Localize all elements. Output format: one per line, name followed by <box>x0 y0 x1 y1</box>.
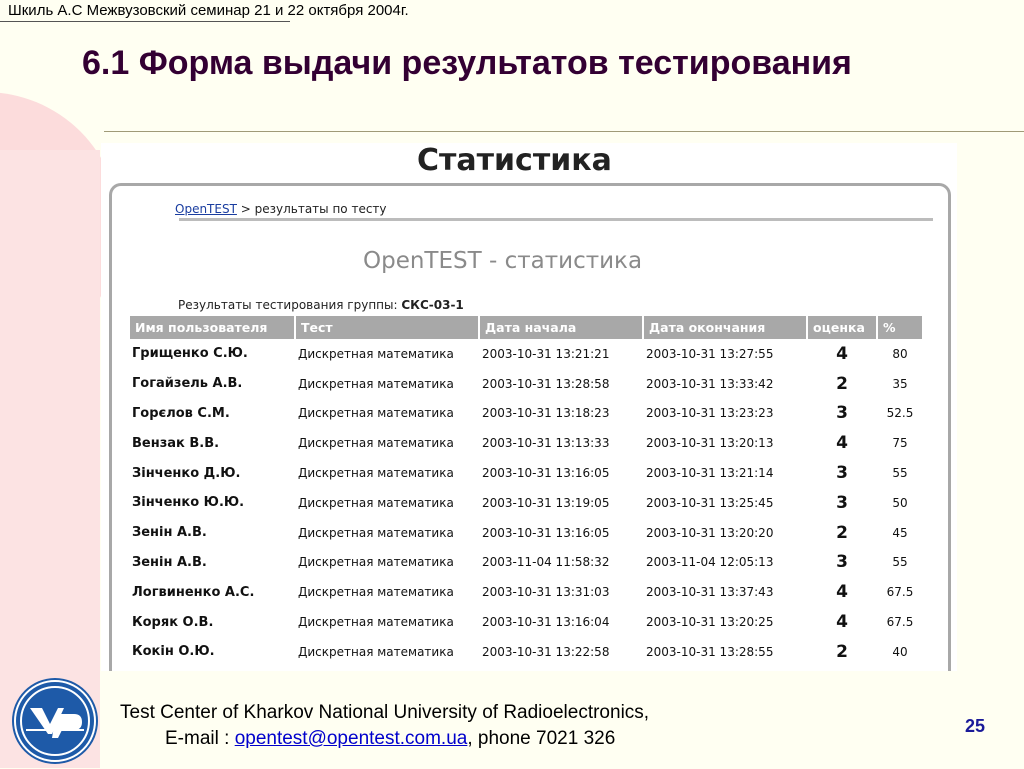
test-name-cell: Дискретная математика <box>298 436 454 451</box>
test-name-cell: Дискретная математика <box>298 615 454 630</box>
group-caption <box>178 298 464 312</box>
user-name-cell: Зінченко Д.Ю. <box>132 465 241 481</box>
page-number: 25 <box>965 716 986 736</box>
test-name-cell: Дискретная математика <box>298 406 454 421</box>
start-date-cell: 2003-10-31 13:13:33 <box>482 436 610 451</box>
start-date-cell: 2003-10-31 13:19:05 <box>482 495 610 510</box>
grade-cell: 3 <box>836 492 848 513</box>
column-header: оценка <box>808 316 876 339</box>
user-name-cell: Коряк О.В. <box>132 614 214 630</box>
user-name-cell: Грищенко С.Ю. <box>132 346 248 362</box>
start-date-cell: 2003-10-31 13:18:23 <box>482 406 610 421</box>
percent-cell: 55 <box>892 466 908 481</box>
percent-cell: 50 <box>892 495 908 510</box>
start-date-cell: 2003-10-31 13:21:21 <box>482 346 610 361</box>
grade-cell: 3 <box>836 552 848 573</box>
email-label: E-mail : <box>165 728 235 749</box>
breadcrumb-link-opentest[interactable]: OpenTEST <box>175 202 237 216</box>
results-table <box>128 316 924 667</box>
table-row <box>130 428 922 458</box>
grade-cell: 3 <box>836 403 848 424</box>
test-name-cell: Дискретная математика <box>298 555 454 570</box>
end-date-cell: 2003-10-31 13:25:45 <box>646 495 774 510</box>
table-row <box>130 577 922 607</box>
page-heading: OpenTEST - статистика <box>363 248 643 274</box>
start-date-cell: 2003-10-31 13:16:05 <box>482 525 610 540</box>
column-header: Тест <box>296 316 478 339</box>
slide-title: 6.1 Форма выдачи результатов тестирования <box>82 44 852 82</box>
start-date-cell: 2003-10-31 13:28:58 <box>482 376 610 391</box>
start-date-cell: 2003-10-31 13:16:04 <box>482 615 610 630</box>
table-row <box>130 339 922 369</box>
percent-cell: 40 <box>892 644 908 659</box>
start-date-cell: 2003-10-31 13:16:05 <box>482 466 610 481</box>
table-row <box>130 488 922 518</box>
grade-cell: 2 <box>836 522 848 543</box>
end-date-cell: 2003-10-31 13:28:55 <box>646 644 774 659</box>
end-date-cell: 2003-10-31 13:20:13 <box>646 436 774 451</box>
user-name-cell: Зінченко Ю.Ю. <box>132 495 245 511</box>
column-header: Дата начала <box>480 316 642 339</box>
test-name-cell: Дискретная математика <box>298 376 454 391</box>
end-date-cell: 2003-10-31 13:27:55 <box>646 346 774 361</box>
breadcrumb <box>175 202 387 216</box>
column-header: Имя пользователя <box>130 316 294 339</box>
breadcrumb-current: > результаты по тесту <box>236 202 387 216</box>
test-name-cell: Дискретная математика <box>298 585 454 600</box>
percent-cell: 55 <box>892 555 908 570</box>
end-date-cell: 2003-10-31 13:33:42 <box>646 376 774 391</box>
footer-line-2 <box>120 726 649 752</box>
end-date-cell: 2003-10-31 13:20:20 <box>646 525 774 540</box>
user-name-cell: Горєлов С.М. <box>132 405 230 421</box>
end-date-cell: 2003-11-04 12:05:13 <box>646 555 774 570</box>
grade-cell: 4 <box>836 612 848 633</box>
start-date-cell: 2003-10-31 13:22:58 <box>482 644 610 659</box>
end-date-cell: 2003-10-31 13:20:25 <box>646 615 774 630</box>
table-row <box>130 518 922 548</box>
grade-cell: 4 <box>836 582 848 603</box>
table-header-row <box>130 316 922 339</box>
university-logo-icon <box>12 678 98 764</box>
test-name-cell: Дискретная математика <box>298 346 454 361</box>
grade-cell: 4 <box>836 433 848 454</box>
test-name-cell: Дискретная математика <box>298 644 454 659</box>
title-divider <box>104 131 1024 132</box>
screenshot-panel <box>101 143 957 671</box>
user-name-cell: Логвиненко А.С. <box>132 584 255 600</box>
user-name-cell: Гогайзель А.В. <box>132 376 243 392</box>
group-value: СКС-03-1 <box>401 298 464 312</box>
user-name-cell: Зенін А.В. <box>132 554 207 570</box>
table-row <box>130 548 922 578</box>
table-row <box>130 369 922 399</box>
phone-text: , phone 7021 326 <box>467 728 616 749</box>
grade-cell: 4 <box>836 343 848 364</box>
test-name-cell: Дискретная математика <box>298 525 454 540</box>
user-name-cell: Вензак В.В. <box>132 435 220 451</box>
grade-cell: 3 <box>836 463 848 484</box>
table-row <box>130 607 922 637</box>
table-body <box>130 339 922 667</box>
screenshot-title: Статистика <box>417 143 612 178</box>
group-label: Результаты тестирования группы: <box>178 298 402 312</box>
percent-cell: 67.5 <box>886 585 914 600</box>
percent-cell: 45 <box>892 525 908 540</box>
footer-line-1: Test Center of Kharkov National University of Radioelectronics, <box>120 702 650 723</box>
start-date-cell: 2003-11-04 11:58:32 <box>482 555 610 570</box>
percent-cell: 52.5 <box>886 406 914 421</box>
breadcrumb-divider <box>179 218 933 221</box>
column-header: % <box>878 316 922 339</box>
header-divider <box>0 21 290 22</box>
grade-cell: 2 <box>836 373 848 394</box>
decorative-band <box>0 150 100 768</box>
percent-cell: 35 <box>892 376 908 391</box>
table-row <box>130 458 922 488</box>
slide-header: Шкиль А.С Межвузовский семинар 21 и 22 октября 2004г. <box>8 2 409 19</box>
percent-cell: 75 <box>892 436 908 451</box>
table-row <box>130 637 922 667</box>
user-name-cell: Кокін О.Ю. <box>132 644 215 660</box>
end-date-cell: 2003-10-31 13:21:14 <box>646 466 774 481</box>
percent-cell: 80 <box>892 346 908 361</box>
column-header: Дата окончания <box>644 316 806 339</box>
test-name-cell: Дискретная математика <box>298 466 454 481</box>
email-link[interactable]: opentest@opentest.com.ua <box>234 728 468 749</box>
end-date-cell: 2003-10-31 13:23:23 <box>646 406 774 421</box>
percent-cell: 67.5 <box>886 615 914 630</box>
test-name-cell: Дискретная математика <box>298 495 454 510</box>
footer <box>120 700 649 752</box>
end-date-cell: 2003-10-31 13:37:43 <box>646 585 774 600</box>
start-date-cell: 2003-10-31 13:31:03 <box>482 585 610 600</box>
table-row <box>130 399 922 429</box>
user-name-cell: Зенін А.В. <box>132 525 207 541</box>
grade-cell: 2 <box>836 641 848 662</box>
